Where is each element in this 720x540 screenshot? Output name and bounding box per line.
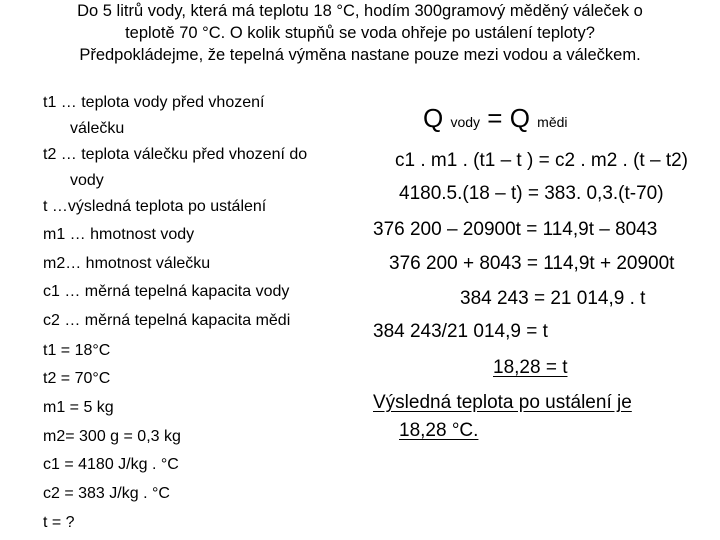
equation-line-7: 18,28 = t xyxy=(493,357,568,378)
legend-t2 xyxy=(43,142,307,194)
given-t2: t2 = 70°C xyxy=(43,370,111,387)
equation-line-6: 384 243/21 014,9 = t xyxy=(373,321,548,342)
heat-balance-heading xyxy=(423,104,568,136)
legend-t1 xyxy=(43,90,264,142)
legend-c1: c1 … měrná tepelná kapacita vody xyxy=(43,283,290,300)
legend-t1-cont: válečku xyxy=(70,120,125,137)
given-m2: m2= 300 g = 0,3 kg xyxy=(43,428,181,445)
heading-sub-water: vody xyxy=(450,114,481,130)
heading-q-water: Q xyxy=(423,103,444,133)
equation-line-3: 376 200 – 20900t = 114,9t – 8043 xyxy=(373,219,658,240)
problem-line-3: Předpokládejme, že tepelná výměna nastane pouze mezi vodou a válečkem. xyxy=(79,46,641,64)
legend-t1-main: t1 … teplota vody před vhození xyxy=(43,94,265,111)
problem-line-1: Do 5 litrů vody, která má teplotu 18 °C, hodím 300gramový měděný váleček o xyxy=(77,2,643,20)
result-line-2: 18,28 °C. xyxy=(399,420,479,441)
legend-m1: m1 … hmotnost vody xyxy=(43,226,195,243)
equation-line-4: 376 200 + 8043 = 114,9t + 20900t xyxy=(389,253,675,274)
legend-c2: c2 … měrná tepelná kapacita mědi xyxy=(43,312,291,329)
problem-line-2: teplotě 70 °C. O kolik stupňů se voda ohřeje po ustálení teploty? xyxy=(125,24,595,42)
equation-line-1: c1 . m1 . (t1 – t ) = c2 . m2 . (t – t2) xyxy=(395,150,689,171)
problem-statement xyxy=(20,0,700,66)
equation-line-2: 4180.5.(18 – t) = 383. 0,3.(t-70) xyxy=(399,183,664,204)
legend-t2-cont: vody xyxy=(70,172,104,189)
given-c1: c1 = 4180 J/kg . °C xyxy=(43,456,179,473)
legend-m2: m2… hmotnost válečku xyxy=(43,255,211,272)
given-c2: c2 = 383 J/kg . °C xyxy=(43,485,170,502)
equation-line-5: 384 243 = 21 014,9 . t xyxy=(460,288,646,309)
legend-t2-main: t2 … teplota válečku před vhození do xyxy=(43,146,308,163)
given-t1: t1 = 18°C xyxy=(43,342,111,359)
given-m1: m1 = 5 kg xyxy=(43,399,114,416)
legend-t: t …výsledná teplota po ustálení xyxy=(43,198,267,215)
heading-q-copper: = Q xyxy=(487,103,530,133)
heading-sub-copper: mědi xyxy=(537,114,568,130)
result-line-1: Výsledná teplota po ustálení je xyxy=(373,392,632,413)
unknown-t: t = ? xyxy=(43,514,75,531)
